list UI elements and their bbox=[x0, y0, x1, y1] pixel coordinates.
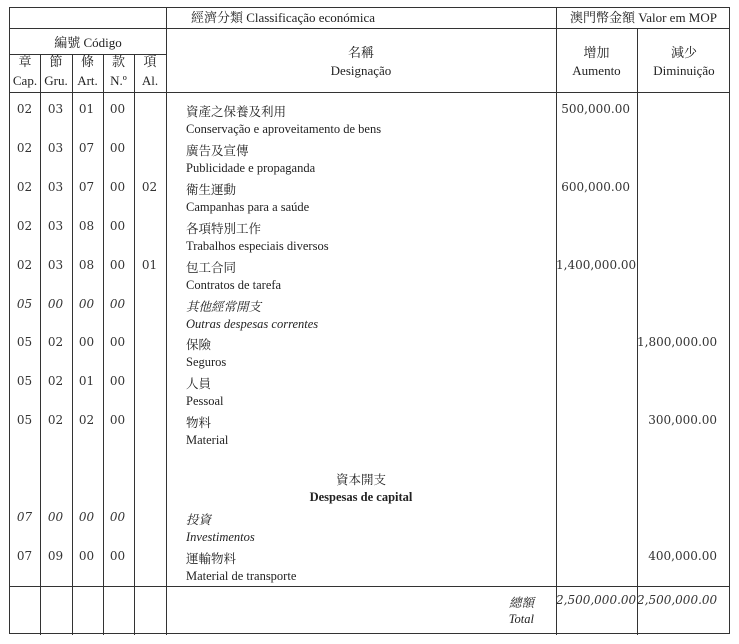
aumento-pt: Aumento bbox=[572, 63, 621, 78]
aumento-zh: 增加 bbox=[583, 45, 610, 60]
designation-zh: 保險 bbox=[186, 338, 212, 352]
designation-pt: Investimentos bbox=[186, 530, 255, 544]
col-al-pt: Al. bbox=[141, 73, 159, 88]
code-cell: 02 bbox=[16, 141, 33, 155]
code-cell: 00 bbox=[47, 297, 64, 311]
code-cell: 00 bbox=[78, 335, 95, 349]
designation-pt: Outras despesas correntes bbox=[186, 317, 319, 331]
designation-pt: Material bbox=[186, 433, 229, 447]
col-gru-zh: 節 bbox=[49, 54, 63, 69]
code-cell: 00 bbox=[109, 219, 126, 233]
code-cell: 00 bbox=[109, 374, 126, 388]
code-cell: 05 bbox=[16, 335, 33, 349]
col-gru-pt: Gru. bbox=[44, 73, 68, 88]
aumento-value: 600,000.00 bbox=[561, 180, 630, 194]
designation-zh: 廣告及宣傳 bbox=[186, 144, 249, 158]
value-header: 澳門幣金額 Valor em MOP bbox=[570, 10, 717, 25]
col-art-pt: Art. bbox=[77, 73, 98, 88]
total-aumento: 2,500,000.00 bbox=[556, 593, 637, 607]
code-cell: 01 bbox=[78, 374, 95, 388]
code-cell: 00 bbox=[109, 335, 126, 349]
aumento-value: 500,000.00 bbox=[561, 102, 630, 116]
diminuicao-value: 400,000.00 bbox=[648, 549, 717, 563]
code-cell: 05 bbox=[16, 297, 33, 311]
code-cell: 02 bbox=[16, 258, 33, 272]
capital-section-pt: Despesas de capital bbox=[309, 490, 413, 504]
designation-zh: 各項特別工作 bbox=[186, 222, 262, 236]
code-cell: 02 bbox=[47, 413, 64, 427]
code-cell: 00 bbox=[109, 102, 126, 116]
code-cell: 00 bbox=[47, 510, 64, 524]
code-cell: 03 bbox=[47, 180, 64, 194]
code-cell: 01 bbox=[141, 258, 158, 272]
code-cell: 02 bbox=[16, 102, 33, 116]
designation-zh: 人員 bbox=[186, 377, 212, 391]
code-cell: 03 bbox=[47, 102, 64, 116]
code-cell: 07 bbox=[16, 510, 33, 524]
rule bbox=[166, 8, 167, 635]
designation-pt: Contratos de tarefa bbox=[186, 278, 282, 292]
col-no-zh: 款 bbox=[111, 54, 125, 69]
diminuicao-value: 1,800,000.00 bbox=[637, 335, 718, 349]
designation-pt: Campanhas para a saúde bbox=[186, 200, 310, 214]
designation-zh: 運輸物料 bbox=[186, 552, 237, 566]
rule bbox=[10, 586, 729, 587]
code-cell: 08 bbox=[78, 219, 95, 233]
diminuicao-zh: 減少 bbox=[670, 45, 697, 60]
diminuicao-value: 300,000.00 bbox=[648, 413, 717, 427]
designacao-zh: 名稱 bbox=[347, 45, 374, 60]
code-cell: 00 bbox=[109, 510, 126, 524]
capital-section-zh: 資本開支 bbox=[335, 473, 386, 487]
designation-pt: Pessoal bbox=[186, 394, 224, 408]
rule bbox=[10, 28, 729, 29]
code-cell: 00 bbox=[109, 180, 126, 194]
rule bbox=[10, 92, 729, 93]
code-cell: 00 bbox=[78, 549, 95, 563]
code-cell: 07 bbox=[78, 180, 95, 194]
code-cell: 02 bbox=[78, 413, 95, 427]
code-cell: 09 bbox=[47, 549, 64, 563]
code-cell: 00 bbox=[78, 510, 95, 524]
rule bbox=[134, 54, 135, 635]
col-al-zh: 項 bbox=[143, 54, 157, 69]
designation-zh: 投資 bbox=[186, 513, 212, 527]
code-cell: 08 bbox=[78, 258, 95, 272]
total-diminuicao: 2,500,000.00 bbox=[637, 593, 718, 607]
codigo-header: 編號 Código bbox=[54, 35, 122, 50]
code-cell: 00 bbox=[78, 297, 95, 311]
diminuicao-pt: Diminuição bbox=[653, 63, 715, 78]
designation-zh: 物料 bbox=[186, 416, 212, 430]
code-cell: 00 bbox=[109, 413, 126, 427]
total-label-pt: Total bbox=[508, 612, 534, 626]
col-no-pt: N.º bbox=[110, 73, 127, 88]
col-cap-zh: 章 bbox=[18, 54, 32, 69]
code-cell: 03 bbox=[47, 141, 64, 155]
code-cell: 07 bbox=[78, 141, 95, 155]
code-cell: 01 bbox=[78, 102, 95, 116]
designation-pt: Conservação e aproveitamento de bens bbox=[186, 122, 382, 136]
code-cell: 05 bbox=[16, 374, 33, 388]
designation-pt: Seguros bbox=[186, 355, 227, 369]
designation-zh: 衛生運動 bbox=[186, 183, 237, 197]
code-cell: 03 bbox=[47, 258, 64, 272]
aumento-value: 1,400,000.00 bbox=[556, 258, 637, 272]
budget-table bbox=[9, 7, 730, 634]
code-cell: 02 bbox=[141, 180, 158, 194]
total-label-zh: 總額 bbox=[508, 596, 534, 610]
code-cell: 02 bbox=[47, 374, 64, 388]
code-cell: 00 bbox=[109, 141, 126, 155]
designation-pt: Trabalhos especiais diversos bbox=[186, 239, 329, 253]
code-cell: 05 bbox=[16, 413, 33, 427]
code-cell: 00 bbox=[109, 549, 126, 563]
designation-zh: 包工合同 bbox=[186, 261, 237, 275]
designation-pt: Material de transporte bbox=[186, 569, 297, 583]
designacao-pt: Designação bbox=[330, 63, 392, 78]
rule bbox=[637, 28, 638, 635]
code-cell: 02 bbox=[16, 180, 33, 194]
code-cell: 02 bbox=[47, 335, 64, 349]
code-cell: 03 bbox=[47, 219, 64, 233]
col-art-zh: 條 bbox=[80, 54, 94, 69]
classification-header: 經濟分類 Classificação económica bbox=[190, 10, 376, 25]
code-cell: 07 bbox=[16, 549, 33, 563]
col-cap-pt: Cap. bbox=[12, 73, 38, 88]
code-cell: 02 bbox=[16, 219, 33, 233]
code-cell: 00 bbox=[109, 297, 126, 311]
designation-zh: 其他經常開支 bbox=[186, 300, 262, 314]
designation-pt: Publicidade e propaganda bbox=[186, 161, 316, 175]
designation-zh: 資產之保養及利用 bbox=[186, 105, 287, 119]
code-cell: 00 bbox=[109, 258, 126, 272]
